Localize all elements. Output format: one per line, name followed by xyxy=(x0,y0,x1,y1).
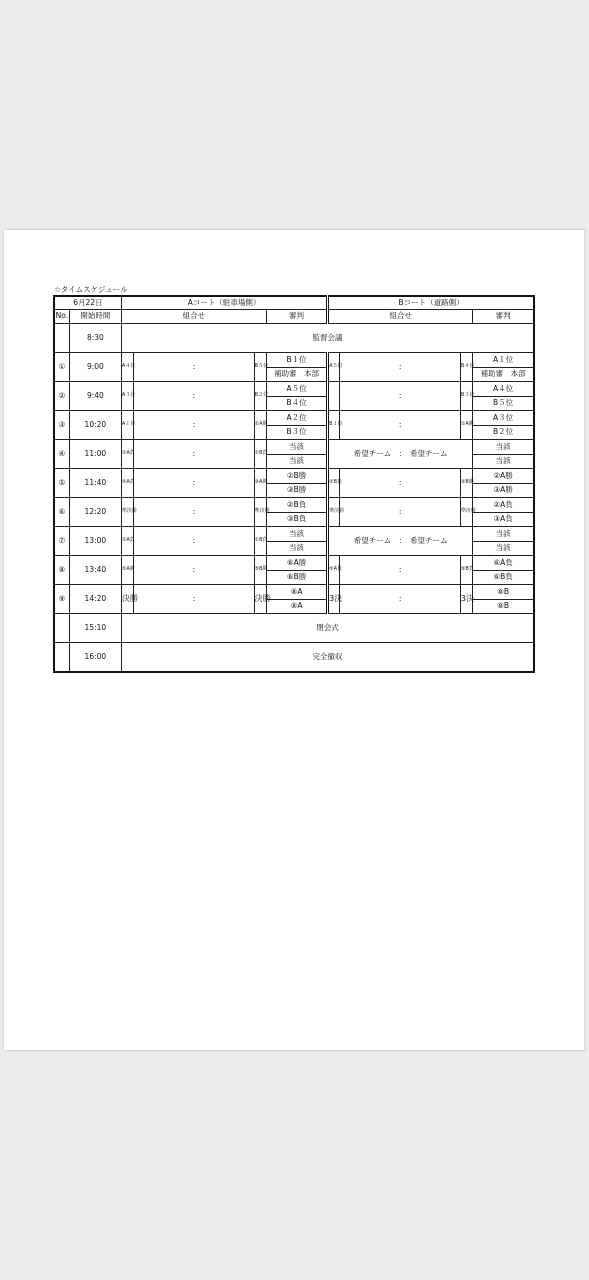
start-time-header: 開始時間 xyxy=(69,310,121,324)
match-row-6 xyxy=(54,498,534,513)
court-b-right-team: B４位 xyxy=(460,353,472,382)
court-a-vs: : xyxy=(134,585,254,614)
court-a-pairing-header: 組合せ xyxy=(121,310,266,324)
event-label: 監督会議 xyxy=(121,324,534,353)
court-a-header: Aコート（駐車場側） xyxy=(121,296,327,310)
header-row xyxy=(54,296,534,310)
match-number: ⑤ xyxy=(54,469,69,498)
court-a-left-team: ①A負 xyxy=(121,527,133,556)
court-a-referee-2: ⑧A xyxy=(266,599,327,614)
court-a-referee-1: ②B勝 xyxy=(266,469,327,484)
court-b-referee-1: A１位 xyxy=(473,353,534,368)
subheader-row xyxy=(54,310,534,324)
court-b-referee-2: ⑧B xyxy=(473,599,534,614)
court-b-referee-1: ②A勝 xyxy=(473,469,534,484)
match-row-9 xyxy=(54,585,534,600)
match-row-7 xyxy=(54,527,534,542)
court-a-vs: : xyxy=(134,527,254,556)
court-b-right-team: B３位 xyxy=(460,382,472,411)
court-b-referee-1: 当該 xyxy=(473,440,534,455)
court-a-vs: : xyxy=(134,498,254,527)
court-a-vs: : xyxy=(134,469,254,498)
court-a-referee-1: A２位 xyxy=(266,411,327,426)
meeting-row xyxy=(54,324,534,353)
match-row-4 xyxy=(54,440,534,455)
court-a-left-team: 決勝 xyxy=(121,585,133,614)
court-b-referee-2: ③A勝 xyxy=(473,483,534,498)
time-cell: 15:10 xyxy=(69,614,121,643)
match-row-5 xyxy=(54,469,534,484)
court-a-right-team: ①B負 xyxy=(254,440,266,469)
court-b-vs: : xyxy=(340,469,460,498)
court-b-pairing: 希望チーム ： 希望チーム xyxy=(328,440,473,469)
date-cell: 6月22日 xyxy=(54,296,121,310)
court-b-left-team xyxy=(328,382,340,411)
court-a-left-team: A１位 xyxy=(121,411,133,440)
court-b-header: Bコート（道路側） xyxy=(328,296,534,310)
court-a-referee-1: ⑧A xyxy=(266,585,327,600)
court-a-left-team: A４位 xyxy=(121,353,133,382)
court-b-referee-1: A４位 xyxy=(473,382,534,397)
court-b-vs: : xyxy=(340,353,460,382)
court-a-referee-1: 当該 xyxy=(266,527,327,542)
court-a-referee-2: B４位 xyxy=(266,396,327,411)
court-b-left-team: ⑤A負 xyxy=(328,556,340,585)
court-a-referee-header: 審判 xyxy=(266,310,327,324)
closing-row xyxy=(54,614,534,643)
no-header: No. xyxy=(54,310,69,324)
court-b-vs: : xyxy=(340,382,460,411)
match-row-3 xyxy=(54,411,534,426)
court-b-referee-2: B２位 xyxy=(473,425,534,440)
court-b-vs: : xyxy=(340,411,460,440)
court-b-vs: : xyxy=(340,498,460,527)
court-a-right-team: 決勝 xyxy=(254,585,266,614)
event-label: 完全撤収 xyxy=(121,643,534,673)
match-number: ④ xyxy=(54,440,69,469)
court-a-referee-1: 当該 xyxy=(266,440,327,455)
event-label: 閉会式 xyxy=(121,614,534,643)
court-a-vs: : xyxy=(134,353,254,382)
court-b-vs: : xyxy=(340,585,460,614)
match-number: ⑥ xyxy=(54,498,69,527)
court-b-pairing-header: 組合せ xyxy=(328,310,473,324)
time-cell: 8:30 xyxy=(69,324,121,353)
court-a-referee-2: B３位 xyxy=(266,425,327,440)
time-cell: 13:00 xyxy=(69,527,121,556)
match-number: ⑨ xyxy=(54,585,69,614)
court-a-referee-2: ③B勝 xyxy=(266,483,327,498)
court-a-right-team: 準決勝 xyxy=(254,498,266,527)
court-b-referee-2: 補助審 本部 xyxy=(473,367,534,382)
court-b-right-team: ⑤B負 xyxy=(460,556,472,585)
match-number: ③ xyxy=(54,411,69,440)
court-a-referee-1: ⑥A勝 xyxy=(266,556,327,571)
court-b-left-team: 3決 xyxy=(328,585,340,614)
court-b-right-team: 準決勝 xyxy=(460,498,472,527)
court-b-referee-2: 当該 xyxy=(473,454,534,469)
court-a-vs: : xyxy=(134,411,254,440)
court-a-right-team: B５位 xyxy=(254,353,266,382)
match-row-1 xyxy=(54,353,534,368)
court-a-right-team: ①B負 xyxy=(254,527,266,556)
court-a-referee-2: 当該 xyxy=(266,541,327,556)
court-a-referee-2: 当該 xyxy=(266,454,327,469)
court-a-vs: : xyxy=(134,382,254,411)
court-b-referee-1: ②A負 xyxy=(473,498,534,513)
time-cell: 9:40 xyxy=(69,382,121,411)
match-number: ① xyxy=(54,353,69,382)
court-b-referee-2: ⑥B負 xyxy=(473,570,534,585)
court-b-referee-2: B５位 xyxy=(473,396,534,411)
time-cell: 14:20 xyxy=(69,585,121,614)
court-b-right-team: ①A勝 xyxy=(460,411,472,440)
court-a-left-team: 準決勝 xyxy=(121,498,133,527)
match-number: ⑦ xyxy=(54,527,69,556)
page-title: ☆タイムスケジュール xyxy=(54,285,128,294)
court-a-left-team: ①A負 xyxy=(121,440,133,469)
court-a-right-team: ①A勝 xyxy=(254,411,266,440)
court-a-left-team: A３位 xyxy=(121,382,133,411)
time-cell: 11:00 xyxy=(69,440,121,469)
court-a-vs: : xyxy=(134,440,254,469)
time-cell: 12:20 xyxy=(69,498,121,527)
court-b-left-team: 準決勝 xyxy=(328,498,340,527)
court-a-right-team: ⑤B勝 xyxy=(254,556,266,585)
court-b-left-team: B１位 xyxy=(328,411,340,440)
court-a-left-team: ⑤A勝 xyxy=(121,556,133,585)
time-cell: 9:00 xyxy=(69,353,121,382)
court-a-referee-2: ③B負 xyxy=(266,512,327,527)
court-a-referee-1: B１位 xyxy=(266,353,327,368)
court-a-referee-1: ②B負 xyxy=(266,498,327,513)
cleanup-row xyxy=(54,643,534,673)
court-b-left-team: ②B負 xyxy=(328,469,340,498)
schedule-table xyxy=(53,295,535,673)
match-number: ⑧ xyxy=(54,556,69,585)
court-a-referee-2: ⑥B勝 xyxy=(266,570,327,585)
court-b-vs: : xyxy=(340,556,460,585)
court-b-referee-2: ③A負 xyxy=(473,512,534,527)
match-row-8 xyxy=(54,556,534,571)
court-a-left-team: ②A負 xyxy=(121,469,133,498)
court-a-right-team: B２位 xyxy=(254,382,266,411)
court-b-referee-1: ⑧B xyxy=(473,585,534,600)
court-b-left-team: A５位 xyxy=(328,353,340,382)
court-a-referee-1: A５位 xyxy=(266,382,327,397)
court-b-referee-1: 当該 xyxy=(473,527,534,542)
court-a-right-team: ③A勝 xyxy=(254,469,266,498)
time-cell: 11:40 xyxy=(69,469,121,498)
court-b-right-team: ③B勝 xyxy=(460,469,472,498)
time-cell: 13:40 xyxy=(69,556,121,585)
court-b-referee-1: A３位 xyxy=(473,411,534,426)
match-number: ② xyxy=(54,382,69,411)
court-b-referee-1: ⑥A負 xyxy=(473,556,534,571)
court-b-right-team: 3決 xyxy=(460,585,472,614)
time-cell: 10:20 xyxy=(69,411,121,440)
court-b-referee-header: 審判 xyxy=(473,310,534,324)
match-row-2 xyxy=(54,382,534,397)
court-b-pairing: 希望チーム ： 希望チーム xyxy=(328,527,473,556)
court-a-referee-2: 補助審 本部 xyxy=(266,367,327,382)
court-b-referee-2: 当該 xyxy=(473,541,534,556)
time-cell: 16:00 xyxy=(69,643,121,673)
court-a-vs: : xyxy=(134,556,254,585)
